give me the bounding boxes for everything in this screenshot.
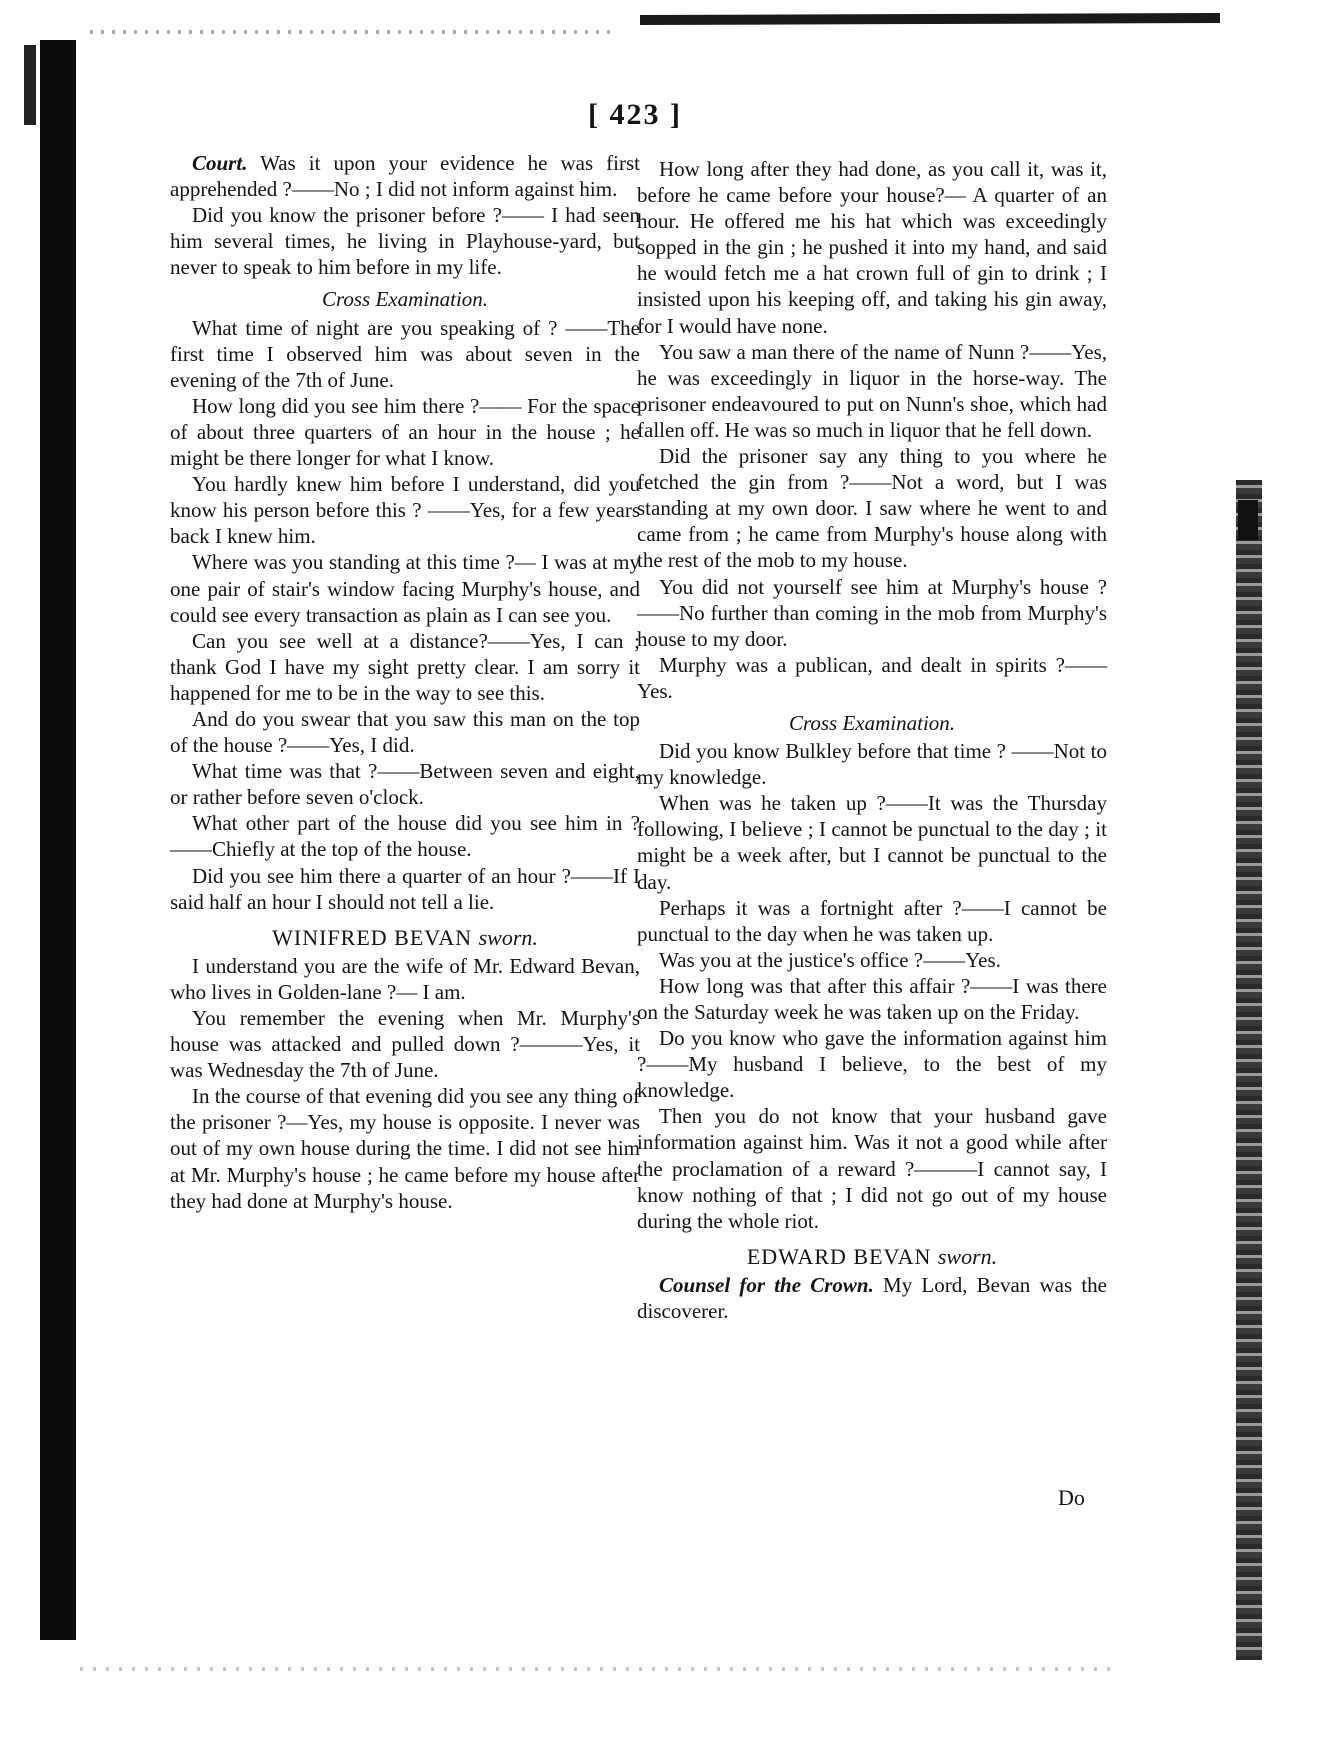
testimony-paragraph: In the course of that evening did you see any thing of the prisoner ?—Yes, my house is opposite. I never was out of my own house during the time. I did not see him at Mr. Murphy's house ; he came before my house after they had done at Murphy's house. [170,1084,640,1213]
testimony-paragraph: Then you do not know that your husband gave information against him. Was it not a good while after the proclamation of a reward ?———I cannot say, I know nothing of that ; I did not go out of my house during the whole riot. [637,1104,1107,1233]
testimony-paragraph: What time was that ?——Between seven and eight, or rather before seven o'clock. [170,759,640,810]
page-number: [ 423 ] [588,98,682,131]
section-subheading: Cross Examination. [321,287,489,312]
testimony-paragraph: Was you at the justice's office ?——Yes. [659,947,1001,972]
testimony-paragraph: You saw a man there of the name of Nunn ?——Yes, he was exceedingly in liquor in the horse-way. The prisoner endeavoured to put on Nunn's shoe, which had fallen off. He was so much in liquor that he fell down. [637,339,1107,442]
testimony-paragraph: You did not yourself see him at Murphy's house ?——No further than coming in the mob from Murphy's house to my door. [637,574,1107,651]
testimony-paragraph: Perhaps it was a fortnight after ?——I cannot be punctual to the day when he was taken up. [637,895,1107,946]
testimony-paragraph: Did the prisoner say any thing to you where he fetched the gin from ?——Not a word, but I was standing at my own door. I saw where he went to and came from ; he came from Murphy's house along with the rest of the mob to my house. [637,444,1107,573]
speaker-label: Court. [192,151,248,175]
scan-top-specks [90,30,610,34]
testimony-paragraph: Where was you standing at this time ?— I was at my one pair of stair's window facing Murphy's house, and could see every transaction as plain as I can see you. [170,550,640,627]
testimony-paragraph: Did you know the prisoner before ?—— I had seen him several times, he living in Playhouse-yard, but never to speak to him before in my life. [170,203,640,280]
witness-heading [637,1244,1107,1270]
testimony-paragraph: What time of night are you speaking of ? ——The first time I observed him was about seven in the evening of the 7th of June. [170,315,640,392]
sworn-label: sworn. [478,924,538,950]
testimony-paragraph [637,1272,1107,1324]
scan-right-edge [1236,480,1262,1660]
sworn-label: sworn. [937,1243,998,1269]
speaker-label: Counsel for the Crown. [659,1272,874,1297]
paragraph-text: Was it upon your evidence he was first apprehended ?——No ; I did not inform against him. [170,151,640,202]
testimony-paragraph: How long after they had done, as you call it, was it, before he came before your house?— A quarter of an hour. He offered me his hat which was exceedingly sopped in the gin ; he pushed it into my hand, and said he would fetch me a hat crown full of gin to drink ; I insisted upon his keeping off, and taking his gin away, for I would have none. [637,157,1107,338]
testimony-paragraph: And do you swear that you saw this man on the top of the house ?——Yes, I did. [170,706,640,758]
scan-top-edge [640,13,1220,25]
right-column [637,156,1107,1324]
scan-right-edge-mark [1238,500,1258,540]
scan-binding-shadow [40,40,76,1640]
left-column [170,150,640,1214]
section-subheading: Cross Examination. [788,710,956,735]
testimony-paragraph: Can you see well at a distance?——Yes, I can ; thank God I have my sight pretty clear. I am sorry it happened for me to be in the way to see this. [170,628,640,705]
testimony-paragraph: I understand you are the wife of Mr. Edward Bevan, who lives in Golden-lane ?— I am. [170,953,640,1004]
scan-bottom-specks [80,1667,1120,1671]
testimony-paragraph: Do you know who gave the information against him ?——My husband I believe, to the best of my knowledge. [637,1026,1107,1103]
testimony-paragraph: How long was that after this affair ?——I was there on the Saturday week he was taken up on the Friday. [637,973,1107,1024]
witness-name: WINIFRED BEVAN [272,924,479,950]
testimony-paragraph: When was he taken up ?——It was the Thursday following, I believe ; I cannot be punctual to the day ; it might be a week after, but I cannot be punctual to the day. [637,791,1107,894]
testimony-paragraph: How long did you see him there ?—— For the space of about three quarters of an hour in the house ; he might be there longer for what I know. [170,393,640,471]
witness-name: EDWARD BEVAN [746,1243,938,1269]
witness-heading [170,925,640,951]
testimony-paragraph: You hardly knew him before I understand, did you know his person before this ? ——Yes, for a few years back I knew him. [170,472,640,549]
testimony-paragraph: You remember the evening when Mr. Murphy's house was attacked and pulled down ?———Yes, it was Wednesday the 7th of June. [170,1006,640,1083]
paragraph-text: My Lord, Bevan was the discoverer. [637,1272,1107,1324]
scan-binding-edge [24,45,36,125]
testimony-paragraph: What other part of the house did you see him in ?——Chiefly at the top of the house. [170,811,640,862]
testimony-paragraph: Did you see him there a quarter of an hour ?——If I said half an hour I should not tell a lie. [170,863,640,914]
catchword: Do [1058,1485,1085,1510]
testimony-paragraph: Did you know Bulkley before that time ? ——Not to my knowledge. [637,739,1107,790]
testimony-paragraph: Murphy was a publican, and dealt in spirits ?——Yes. [637,652,1107,703]
testimony-paragraph [170,150,640,202]
